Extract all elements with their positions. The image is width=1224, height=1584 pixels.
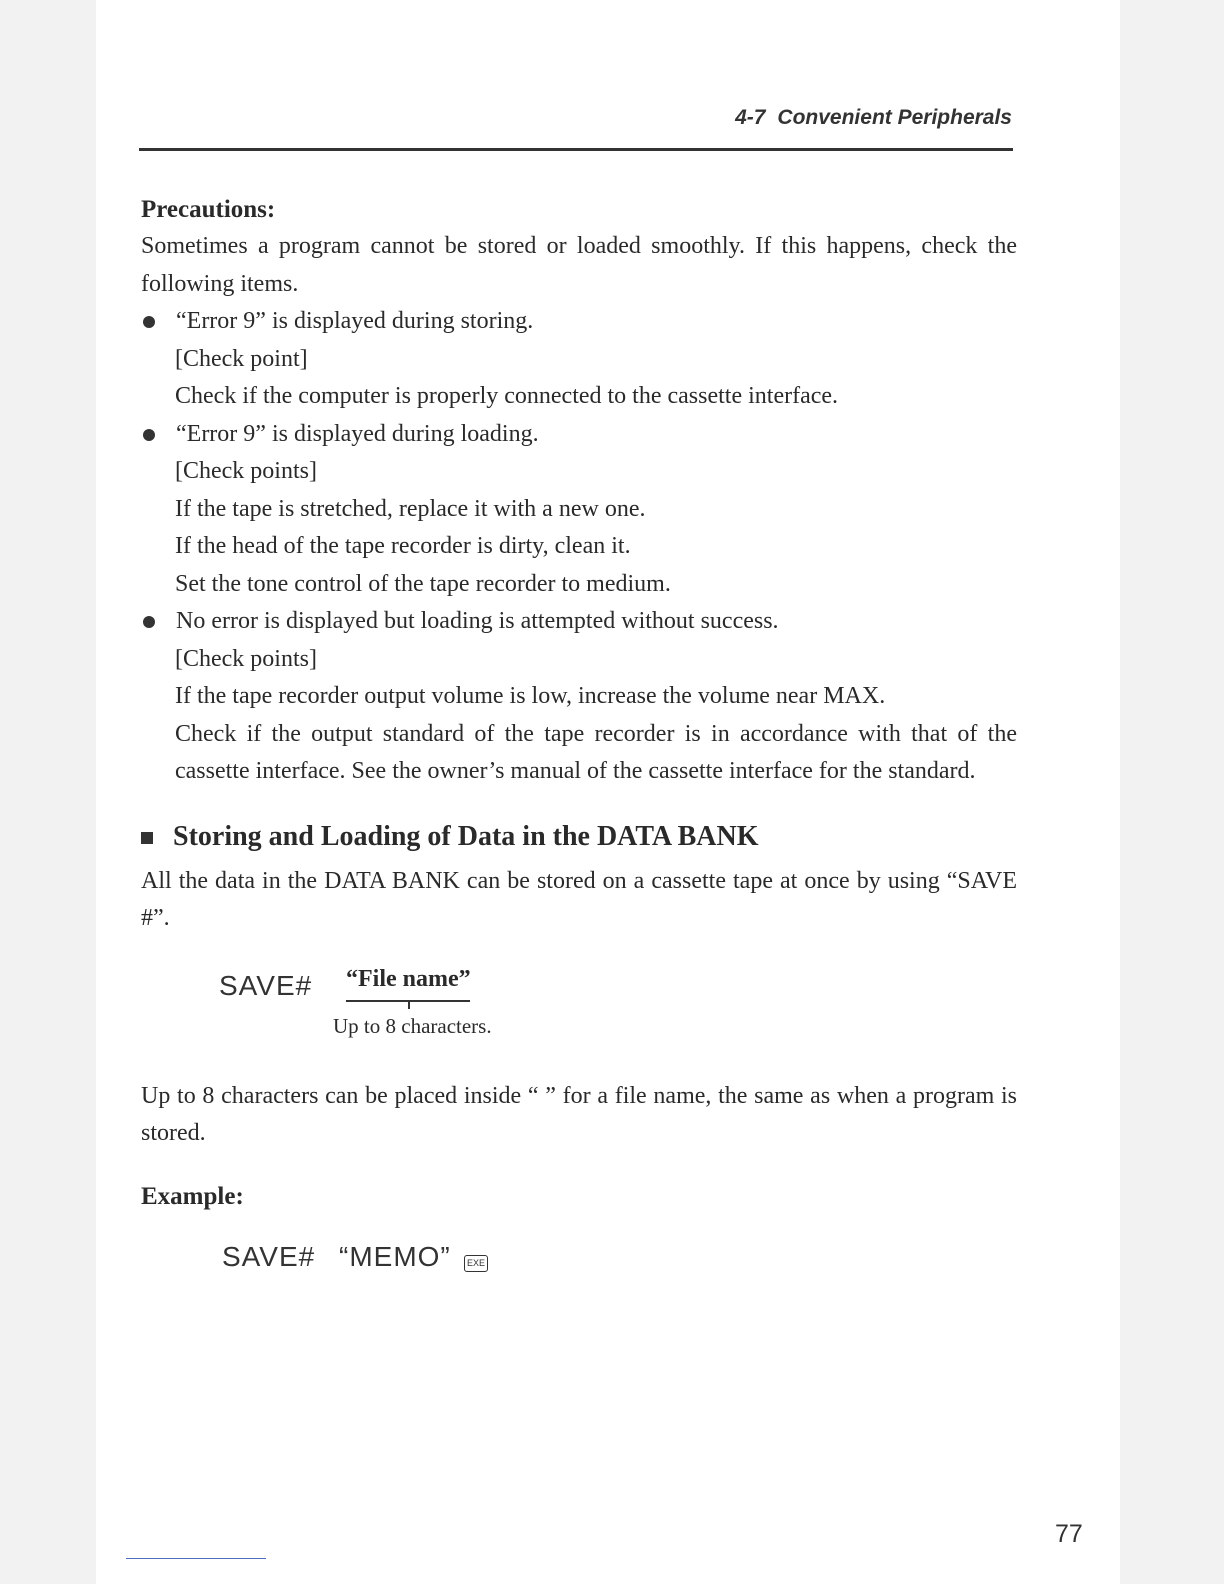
square-bullet-icon [141, 832, 153, 844]
argument-tick [408, 1000, 410, 1009]
check-label: [Check points] [175, 645, 317, 672]
section-number: 4-7 [735, 106, 766, 129]
running-header [140, 106, 1012, 130]
example-argument: “MEMO” [339, 1240, 451, 1272]
section-heading [141, 817, 1017, 857]
page-number: 77 [1055, 1520, 1083, 1548]
example-label: Example: [141, 1182, 244, 1210]
section-heading-text: Storing and Loading of Data in the DATA BANK [173, 820, 759, 852]
section-description: Up to 8 characters can be placed inside “ ” for a file name, the same as when a program is stored. [141, 1082, 1017, 1146]
exe-key-icon: EXE [464, 1255, 488, 1272]
page-content [141, 192, 1017, 1293]
header-rule [139, 148, 1013, 151]
precaution-item [141, 303, 1017, 341]
example-save-command: SAVE# [222, 1240, 316, 1272]
check-line: If the head of the tape recorder is dirty, clean it. [175, 533, 631, 559]
bullet-icon [143, 616, 155, 628]
check-line: Check if the output standard of the tape recorder is in accordance with that of the cassette interface. See the owner’s manual of the cassette interface for the standard. [175, 720, 1017, 784]
filename-argument: “File name” [346, 965, 471, 992]
precaution-bullet-text: “Error 9” is displayed during loading. [176, 420, 539, 447]
bullet-icon [143, 429, 155, 441]
section-intro: All the data in the DATA BANK can be stored on a cassette tape at once by using “SAVE #”. [141, 867, 1017, 931]
precautions-intro: Sometimes a program cannot be stored or loaded smoothly. If this happens, check the following items. [141, 233, 1017, 297]
precautions-title: Precautions: [141, 196, 276, 223]
check-line: If the tape is stretched, replace it with a new one. [175, 495, 646, 522]
bullet-icon [143, 316, 155, 328]
check-label: [Check points] [175, 458, 317, 484]
check-line: If the tape recorder output volume is low, increase the volume near MAX. [175, 683, 886, 709]
section-title: Convenient Peripherals [777, 106, 1012, 129]
example-block [141, 1233, 1017, 1293]
check-line: Check if the computer is properly connected to the cassette interface. [175, 383, 839, 409]
check-label: [Check point] [175, 345, 308, 372]
save-command: SAVE# [219, 969, 313, 1001]
precaution-bullet-text: No error is displayed but loading is attempted without success. [176, 608, 779, 634]
precaution-item [141, 603, 1017, 641]
precaution-bullet-text: “Error 9” is displayed during storing. [176, 308, 534, 334]
precaution-item [141, 416, 1017, 454]
check-line: Set the tone control of the tape recorder to medium. [175, 570, 671, 597]
syntax-block [141, 956, 1017, 1052]
filename-note: Up to 8 characters. [333, 1013, 492, 1038]
footer-line [126, 1558, 266, 1559]
